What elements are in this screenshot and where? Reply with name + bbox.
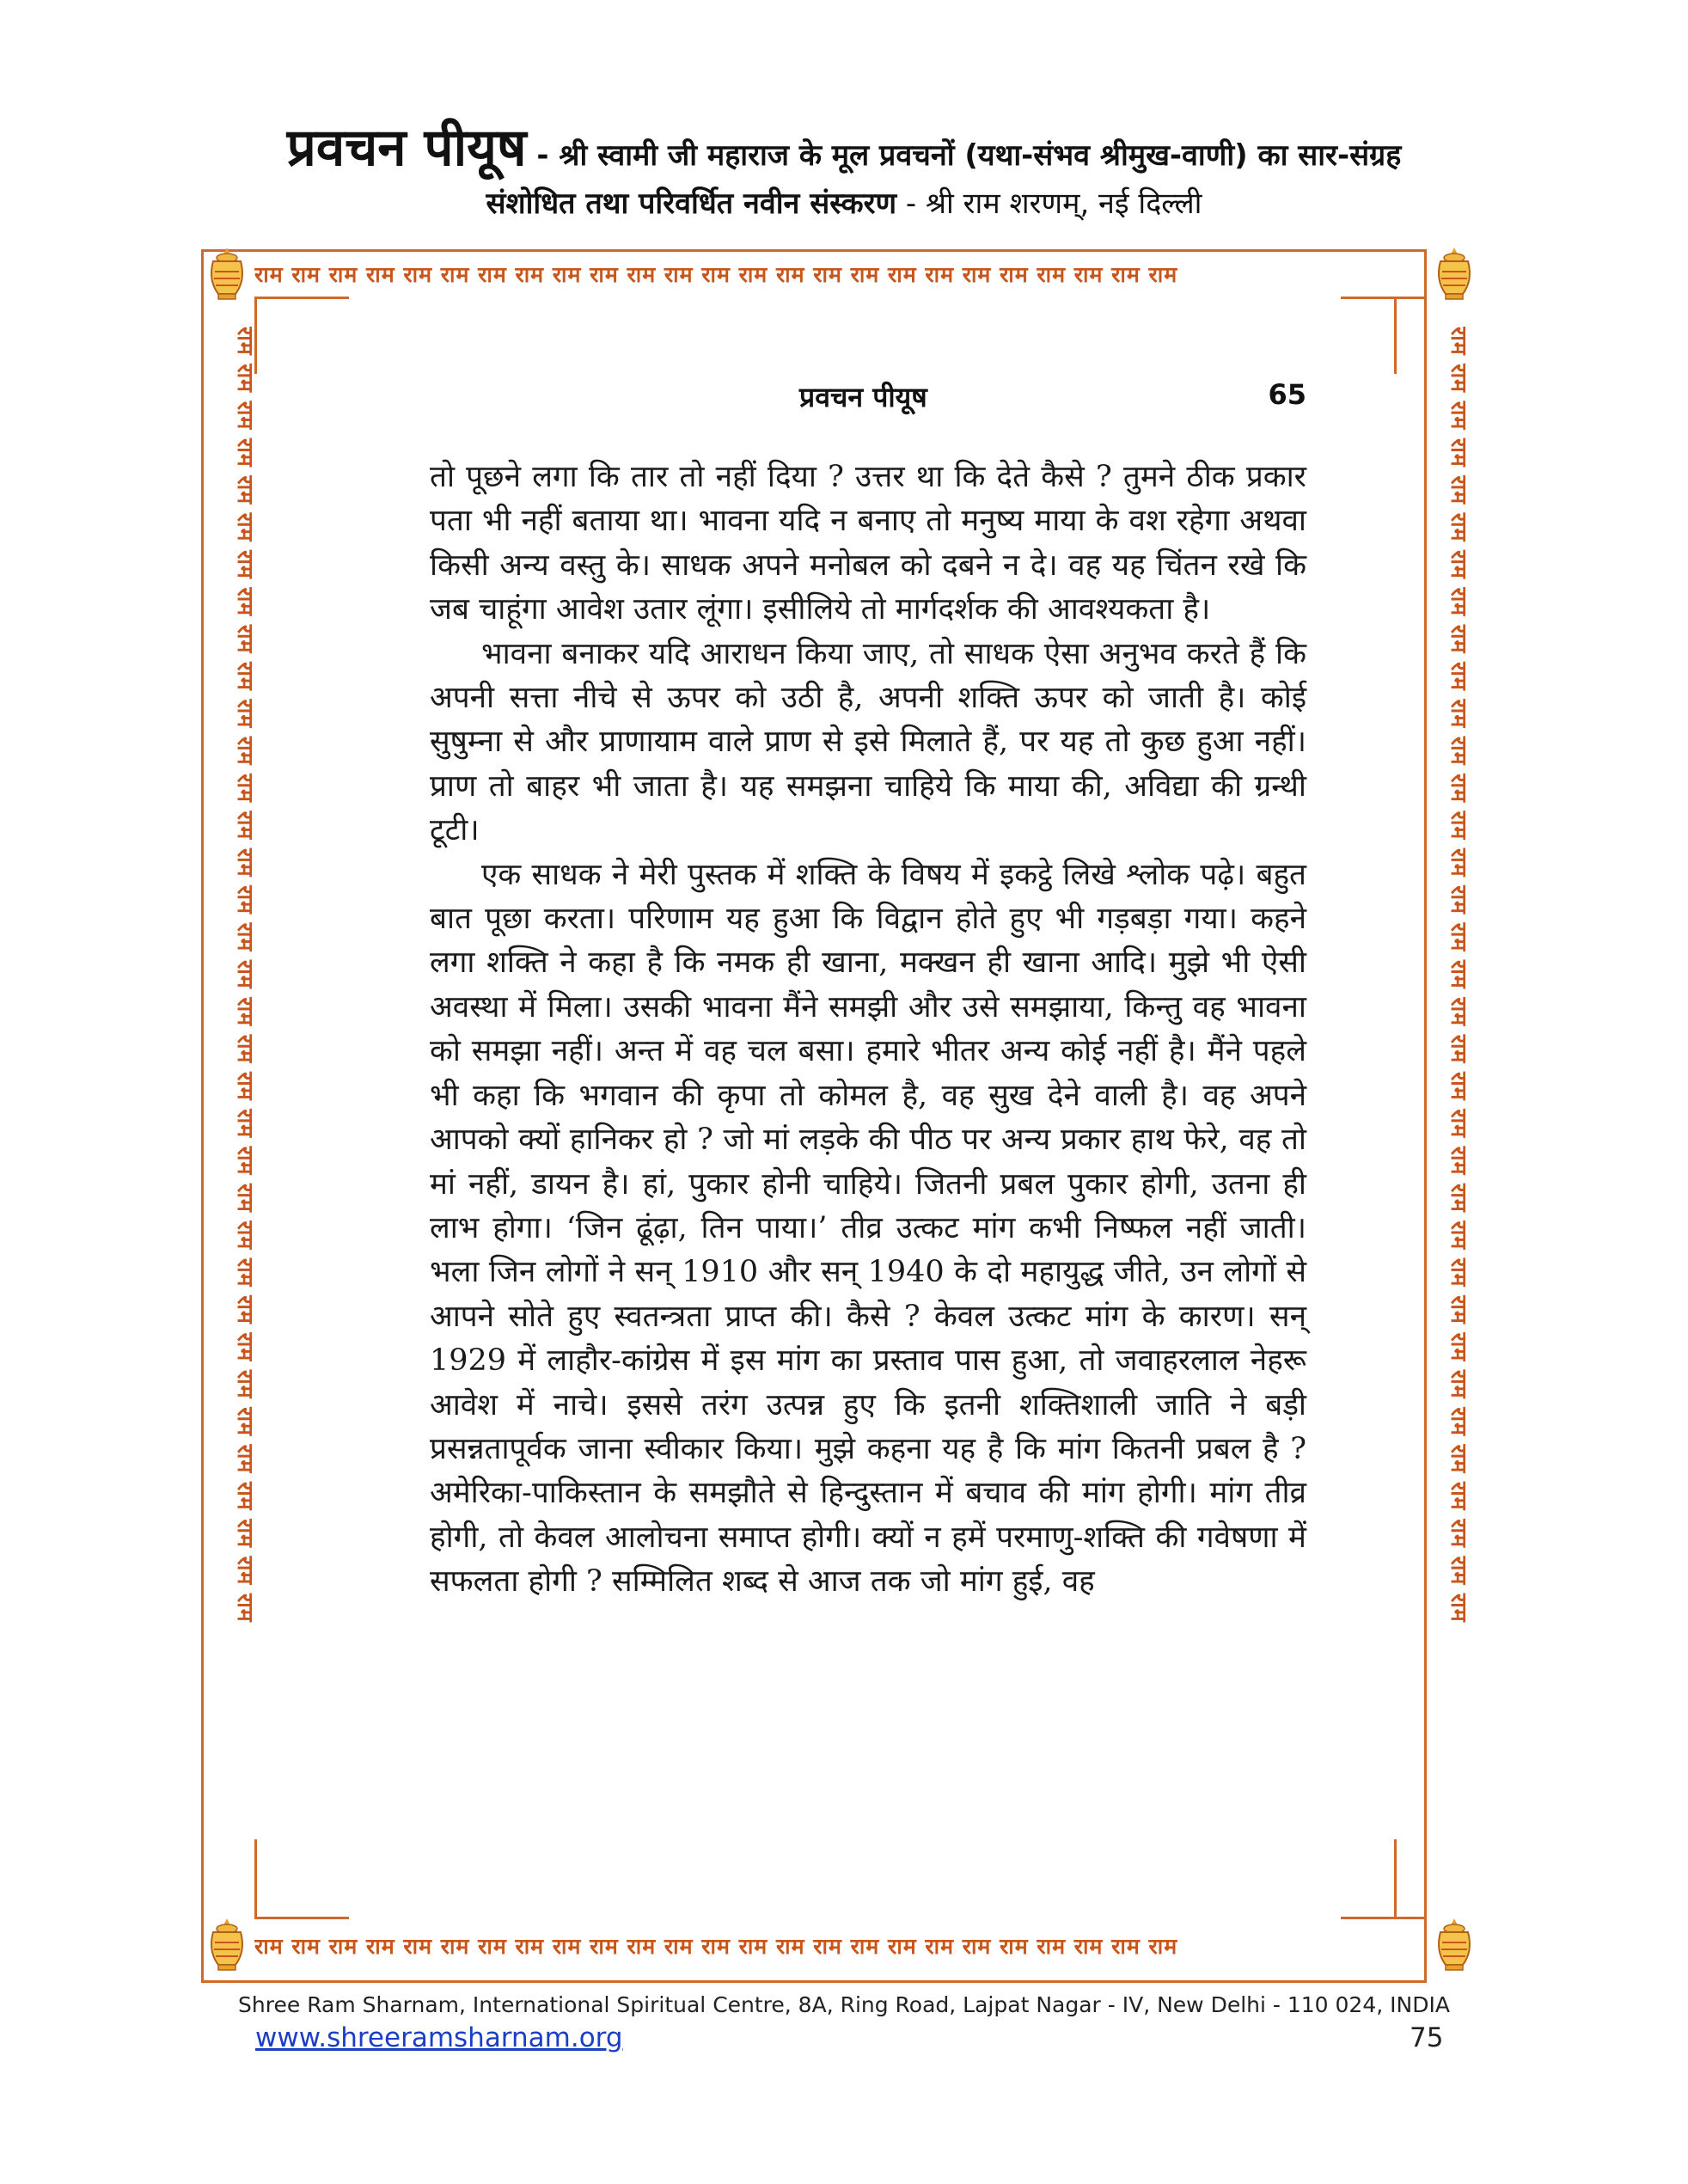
kalash-icon [1428,244,1480,304]
footer-page-number: 75 [1410,2022,1444,2053]
frame-inner-top-left [254,297,349,299]
kalash-icon [201,1915,253,1975]
frame-inner-bottom-right [1341,1917,1427,1919]
paragraph: एक साधक ने मेरी पुस्तक में शक्ति के विषय में इकट्ठे लिखे श्लोक पढ़े। बहुत बात पूछा करता। परिणाम यह हुआ कि विद्वान होते हुए भी गड़बड़ा गया। कहने लगा शक्ति ने कहा है कि नमक ही खाना, मक्खन ही खाना आदि। मुझे भी ऐसी अवस्था में मिला। उसकी भावना मैंने समझी और उसे समझाया, किन्तु वह भावना को समझा नहीं। अन्त में वह चल बसा। हमारे भीतर अन्य कोई नहीं है। मैंने पहले भी कहा कि भगवान की कृपा तो कोमल है, वह सुख देने वाली है। वह अपने आपको क्यों हानिकर हो ? जो मां लड़के की पीठ पर अन्य प्रकार हाथ फेरे, वह तो मां नहीं, डायन है। हां, पुकार होनी चाहिये। जितनी प्रबल पुकार होगी, उतना ही लाभ होगा। ‘जिन ढूंढ़ा, तिन पाया।’ तीव्र उत्कट मांग कभी निष्फल नहीं जाती। भला जिन लोगों ने सन् 1910 और सन् 1940 के दो महायुद्ध जीते, उन लोगों से आपने सोते हुए स्वतन्त्रता प्राप्त की। कैसे ? केवल उत्कट मांग के कारण। सन् 1929 में लाहौर-कांग्रेस में इस मांग का प्रस्ताव पास हुआ, तो जवाहरलाल नेहरू आवेश में नाचे। इससे तरंग उत्पन्न हुए कि इतनी शक्तिशाली जाति ने बड़ी प्रसन्नतापूर्वक जाना स्वीकार किया। मुझे कहना यह है कि मांग कितनी प्रबल है ? अमेरिका-पाकिस्तान के समझौते से हिन्दुस्तान में बचाव की मांग होगी। मांग तीव्र होगी, तो केवल आलोचना समाप्त होगी। क्यों न हमें परमाणु-शक्ति की गवेषणा में सफलता होगी ? सम्मिलित शब्द से आज तक जो मांग हुई, वह [430,857,1306,1600]
frame-inner-top-right [1341,297,1427,299]
border-text-bottom: राम राम राम राम राम राम राम राम राम राम राम राम राम राम राम राम राम राम राम राम राम राम राम राम राम [254,1934,1178,1959]
book-title: प्रवचन पीयूष [286,118,527,178]
footer-address: Shree Ram Sharnam, International Spiritual Centre, 8A, Ring Road, Lajpat Nagar - IV, New Delhi - 110 024, INDIA [238,1992,1450,2017]
frame-inner-right-top [1394,297,1397,374]
frame-inner-bottom-left [254,1917,349,1919]
kalash-icon [1428,1915,1480,1975]
paragraph: भावना बनाकर यदि आराधन किया जाए, तो साधक ऐसा अनुभव करते हैं कि अपनी सत्ता नीचे से ऊपर को उठी है, अपनी शक्ति ऊपर को जाती है। कोई सुषुम्ना से और प्राणायाम वाले प्राण से इसे मिलाते हैं, पर यह तो कुछ हुआ नहीं। प्राण तो बाहर भी जाता है। यह समझना चाहिये कि माया की, अविद्या की ग्रन्थी टूटी। [430,636,1306,848]
paragraph: तो पूछने लगा कि तार तो नहीं दिया ? उत्तर था कि देते कैसे ? तुमने ठीक प्रकार पता भी नहीं बताया था। भावना यदि न बनाए तो मनुष्य माया के वश रहेगा अथवा किसी अन्य वस्तु के। साधक अपने मनोबल को दबने न दे। वह यह चिंतन रखे कि जब चाहूंगा आवेश उतार लूंगा। इसीलिये तो मार्गदर्शक की आवश्यकता है। [430,460,1306,627]
website-link[interactable]: www.shreeramsharnam.org [255,2022,623,2053]
kalash-icon [201,244,253,304]
frame-inner-right-bottom [1394,1839,1397,1919]
border-text-right: राम राम राम राम राम राम राम राम राम राम राम राम राम राम राम राम राम राम राम राम राम राम राम राम राम राम राम राम राम राम राम राम राम राम राम [1446,327,1471,1623]
edition-publisher: - श्री राम शरणम्, नई दिल्ली [896,187,1202,221]
scanned-page-header [430,378,1306,421]
border-text-top: राम राम राम राम राम राम राम राम राम राम राम राम राम राम राम राम राम राम राम राम राम राम राम राम राम [254,262,1178,287]
scanned-page-number: 65 [1268,378,1306,411]
page-body [430,456,1306,1605]
border-text-left: राम राम राम राम राम राम राम राम राम राम राम राम राम राम राम राम राम राम राम राम राम राम राम राम राम राम राम राम राम राम राम राम राम राम राम [233,327,258,1623]
edition-line [0,182,1688,222]
book-subtitle: - श्री स्वामी जी महाराज के मूल प्रवचनों (यथा-संभव श्रीमुख-वाणी) का सार-संग्रह [526,138,1402,173]
edition-label: संशोधित तथा परिवर्धित नवीन संस्करण [486,187,897,221]
running-title: प्रवचन पीयूष [799,381,927,413]
document-header [0,110,1688,180]
